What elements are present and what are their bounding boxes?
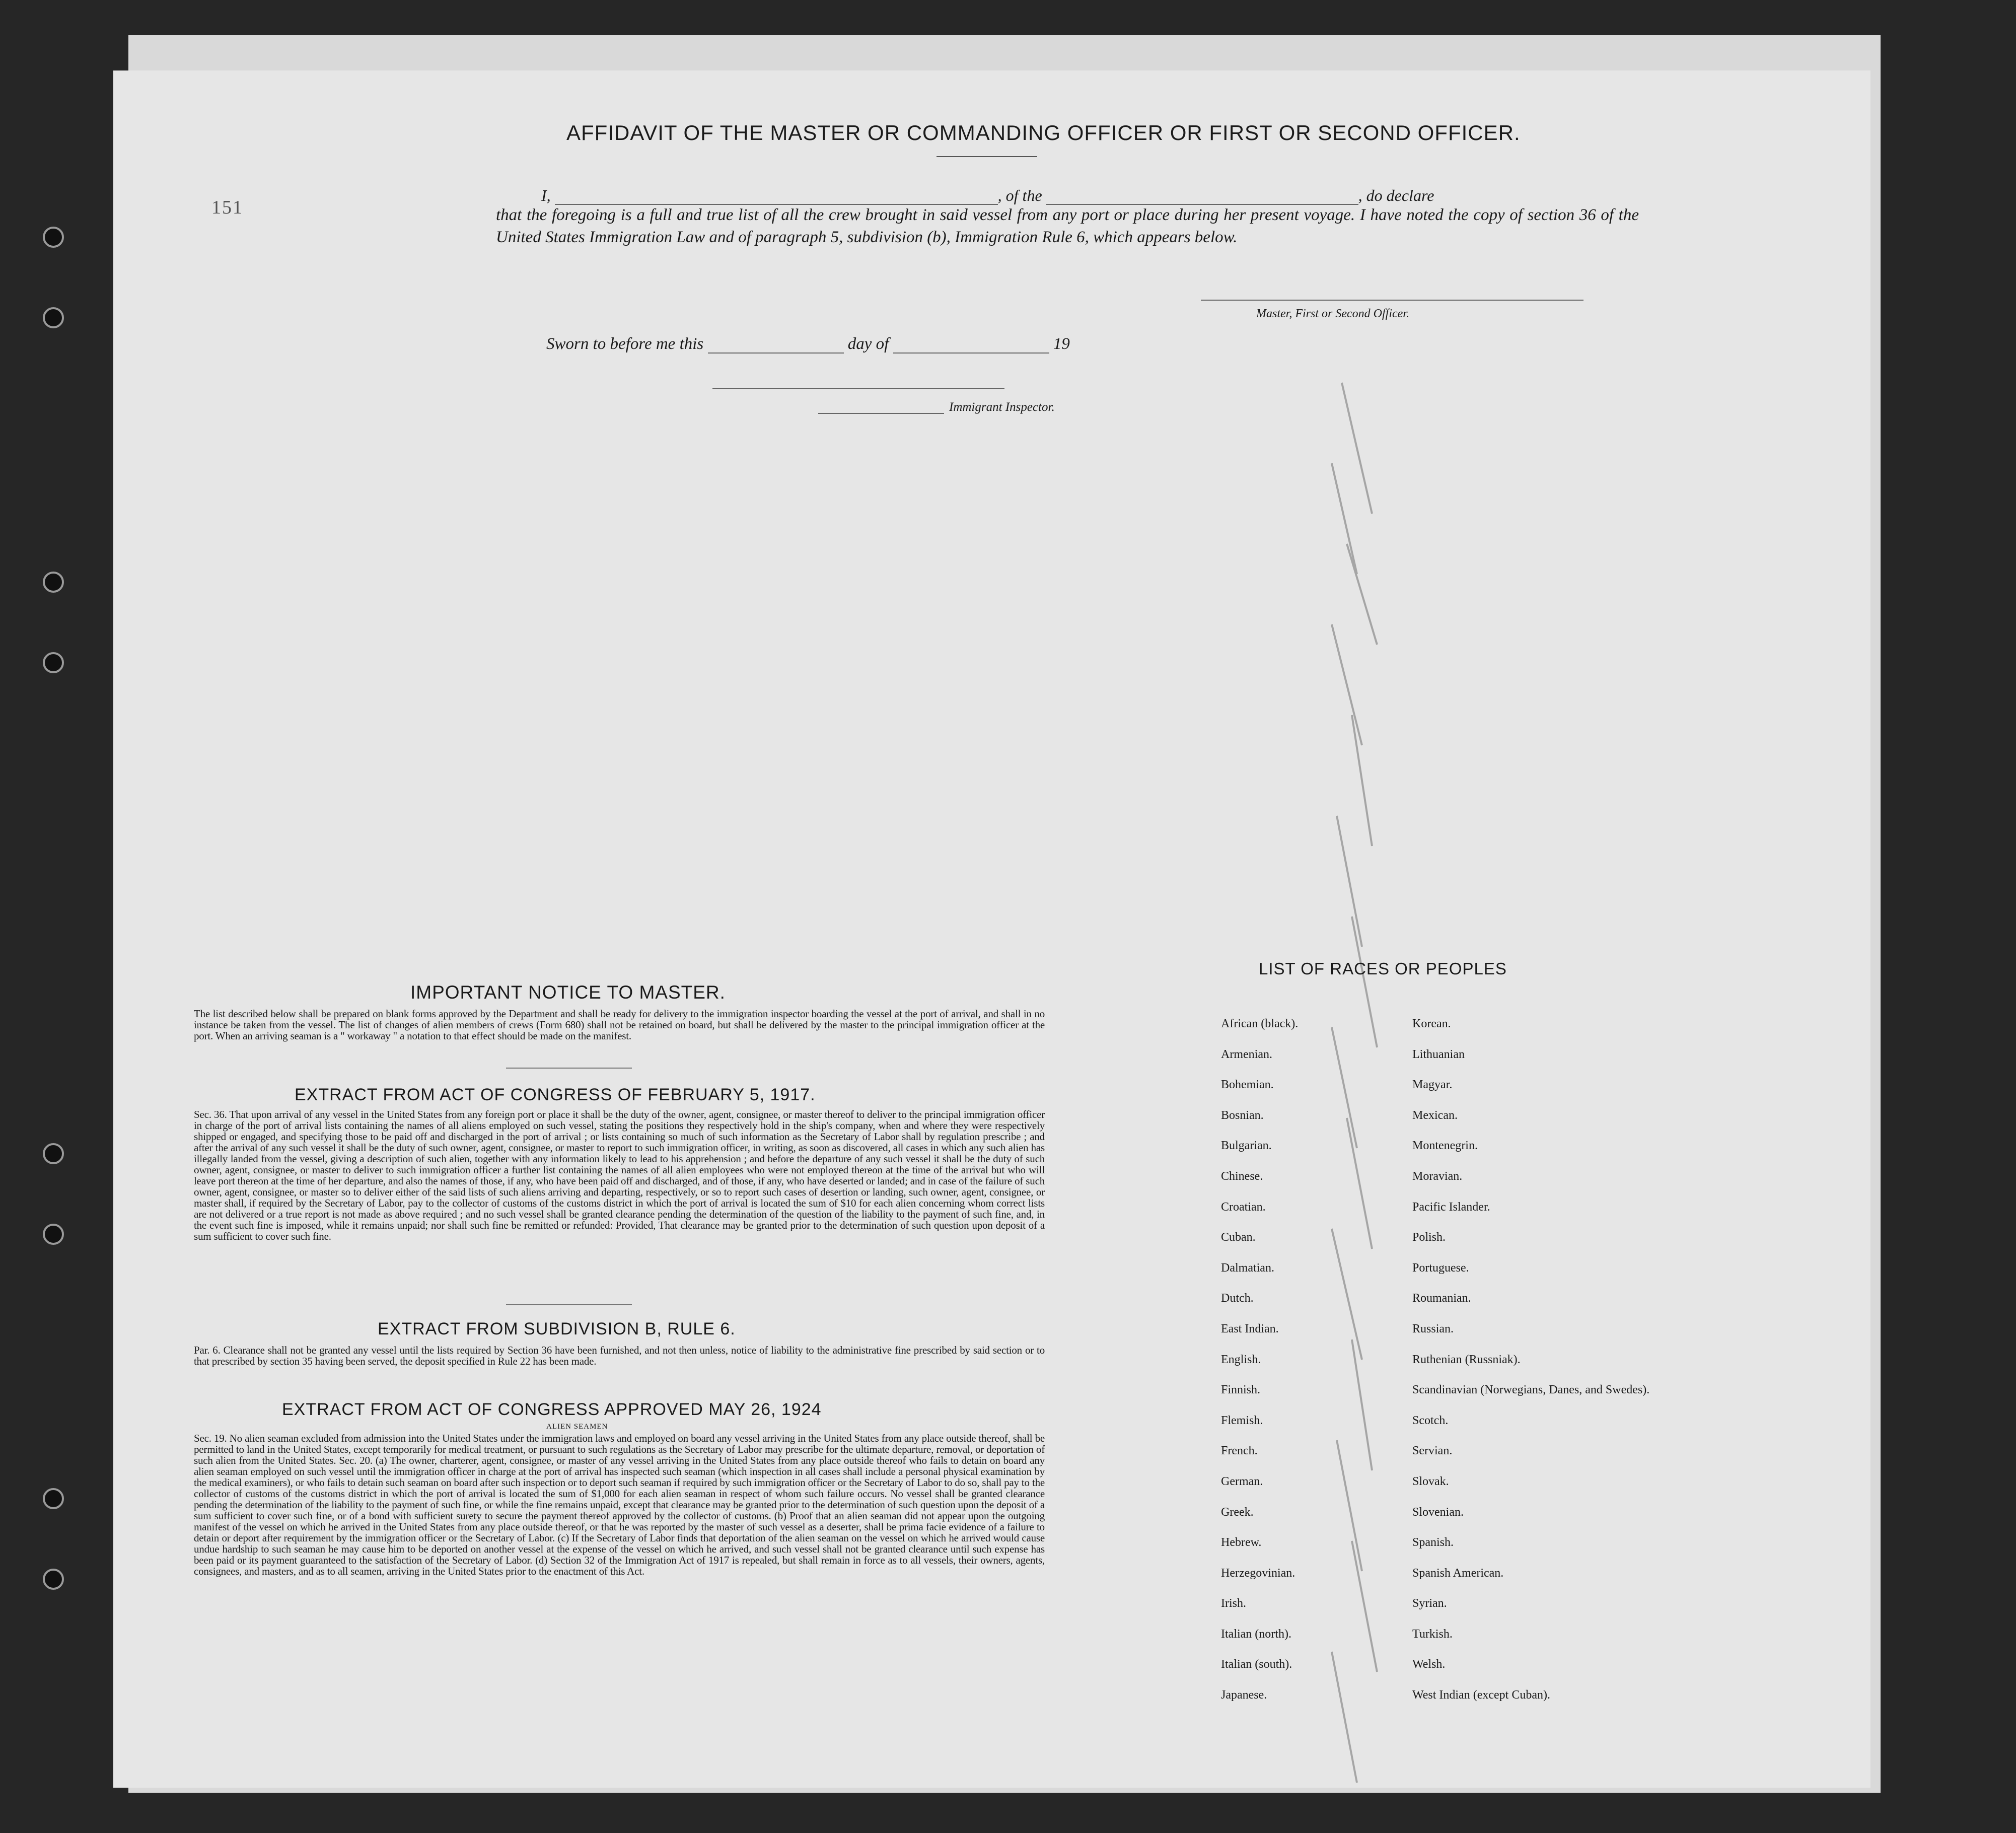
race-item: Lithuanian: [1412, 1047, 1465, 1061]
races-column-1: [1221, 1017, 1382, 1719]
race-item: Korean.: [1412, 1017, 1451, 1030]
race-item: East Indian.: [1221, 1322, 1279, 1335]
left-punch-hole: [43, 1224, 64, 1245]
races-title: LIST OF RACES OR PEOPLES: [1259, 959, 1507, 978]
race-item: Magyar.: [1412, 1078, 1453, 1092]
sworn-day-blank[interactable]: [708, 352, 844, 354]
race-item: Scandinavian (Norwegians, Danes, and Swedes).: [1412, 1383, 1650, 1397]
race-item: Polish.: [1412, 1231, 1446, 1244]
race-item: Ruthenian (Russniak).: [1412, 1353, 1521, 1366]
race-item: Syrian.: [1412, 1597, 1447, 1610]
extract-1917-title: EXTRACT FROM ACT OF CONGRESS OF FEBRUARY 5, 1917.: [295, 1085, 816, 1104]
sworn-year: 19: [1053, 335, 1070, 353]
race-item: Italian (south).: [1221, 1658, 1292, 1671]
master-signature-label: Master, First or Second Officer.: [1256, 307, 1409, 320]
declaration-i-label: I,: [541, 186, 551, 204]
race-item: Flemish.: [1221, 1414, 1263, 1427]
race-item: Greek.: [1221, 1505, 1254, 1519]
race-item: West Indian (except Cuban).: [1412, 1688, 1550, 1702]
race-item: Slovak.: [1412, 1474, 1449, 1488]
race-item: Scotch.: [1412, 1414, 1449, 1427]
declaration-body: that the foregoing is a full and true list of all the crew brought in said vessel from any port or place during her present voyage. I have noted the copy of section 36 of the United States Immigration Law and of paragraph 5, subdivision (b), Immigration Rule 6, which appears below.: [496, 206, 1639, 246]
race-item: Roumanian.: [1412, 1292, 1471, 1305]
race-item: Hebrew.: [1221, 1536, 1262, 1549]
race-item: Irish.: [1221, 1597, 1246, 1610]
race-item: Servian.: [1412, 1444, 1453, 1458]
left-punch-hole: [43, 572, 64, 593]
race-item: Montenegrin.: [1412, 1139, 1478, 1153]
race-item: African (black).: [1221, 1017, 1299, 1030]
race-item: Herzegovinian.: [1221, 1566, 1295, 1580]
race-item: Bohemian.: [1221, 1078, 1274, 1092]
notice-title: IMPORTANT NOTICE TO MASTER.: [410, 982, 726, 1003]
declaration-declare-label: , do declare: [1358, 186, 1434, 204]
race-item: Spanish.: [1412, 1536, 1454, 1549]
extract-rule6-title: EXTRACT FROM SUBDIVISION B, RULE 6.: [378, 1319, 736, 1338]
race-item: Russian.: [1412, 1322, 1454, 1335]
affidavit-title: AFFIDAVIT OF THE MASTER OR COMMANDING OFFICER OR FIRST OR SECOND OFFICER.: [566, 121, 1521, 145]
extract-1917-body: Sec. 36. That upon arrival of any vessel in the United States from any foreign port or place it shall be the duty of the owner, agent, consignee, or master thereof to deliver to the principal immigration officer in charge of the port of arrival lists containing the names of all aliens employed on such vessel, stating the positions they respectively hold in the ship's company, when and where they were respectively shipped or engaged, and specifying those to be paid off and discharged in the port of arrival ; or lists containing so much of such information as the Secretary of Labor shall by regulation prescribe ; and after the arrival of any such vessel it shall be the duty of such owner, agent, consignee, or master to report to such immigration officer, in writing, as soon as discovered, all cases in which any such alien has illegally landed from the vessel, giving a description of such alien, together with any information likely to lead to his apprehension ; and before the departure of any such vessel it shall be the duty of such owner, agent, consignee, or master to deliver to such immigration officer a further list containing the names of all alien employees who were not employed thereon at the time of the arrival but who will leave port thereon at the time of her departure, and also the names of those, if any, who have been paid off and discharged, and of those, if any, who have deserted or landed; and in case of the failure of such owner, agent, consignee, or master so to deliver either of the said lists of such aliens arriving and departing, respectively, or so to report such cases of desertion or landing, such owner, agent, consignee, or master shall, if required by the Secretary of Labor, pay to the collector of customs of the customs district in which the port of arrival is located the sum of $10 for each alien concerning whom correct lists are not delivered or a true report is not made as above required ; and no such vessel shall be granted clearance pending the determination of the question of the liability to the payment of such fine, and, in the event such fine is imposed, while it remains unpaid; nor shall such fine be remitted or refunded: Provided, That clearance may be granted prior to the determination of such question upon deposit of a sum sufficient to cover such fine.: [194, 1108, 1045, 1242]
declaration-of-the-label: , of the: [997, 186, 1042, 204]
section-divider: [506, 1068, 632, 1069]
race-item: Armenian.: [1221, 1047, 1272, 1061]
race-item: Finnish.: [1221, 1383, 1261, 1397]
left-punch-hole: [43, 227, 64, 248]
race-item: Dutch.: [1221, 1292, 1254, 1305]
race-item: English.: [1221, 1353, 1261, 1366]
race-item: Italian (north).: [1221, 1627, 1291, 1641]
race-item: Moravian.: [1412, 1169, 1463, 1183]
faint-stamp: 151: [211, 197, 243, 218]
races-column-2: [1412, 1017, 1674, 1719]
sworn-prefix: Sworn to before me this: [546, 335, 704, 353]
race-item: Slovenian.: [1412, 1505, 1464, 1519]
sworn-day-of: day of: [847, 335, 889, 353]
notice-body: The list described below shall be prepared on blank forms approved by the Department and shall be ready for delivery to the immigration inspector boarding the vessel at the port of arrival, and shall in no instance be taken from the vessel. The list of changes of alien members of crews (Form 680) shall not be retained on board, but shall be delivered by the master to the principal immigration officer at the port. When an arriving seaman is a " workaway " a notation to that effect should be made on the manifest.: [194, 1008, 1045, 1042]
race-item: Spanish American.: [1412, 1566, 1504, 1580]
race-item: Pacific Islander.: [1412, 1200, 1490, 1214]
master-signature-line[interactable]: [1201, 300, 1583, 301]
race-item: Mexican.: [1412, 1108, 1458, 1122]
inspector-signature-line-short[interactable]: [818, 413, 944, 414]
left-punch-hole: [43, 652, 64, 673]
sworn-line: [546, 335, 1302, 354]
race-item: Chinese.: [1221, 1169, 1263, 1183]
declaration-line: [541, 186, 1599, 205]
affidavit-page: [113, 70, 1870, 1788]
inspector-label: Immigrant Inspector.: [949, 400, 1055, 414]
race-item: Dalmatian.: [1221, 1261, 1274, 1275]
race-item: Portuguese.: [1412, 1261, 1469, 1275]
title-divider: [937, 156, 1037, 157]
race-item: French.: [1221, 1444, 1258, 1458]
inspector-signature-line[interactable]: [712, 388, 1004, 389]
section-divider: [506, 1304, 632, 1305]
left-punch-hole: [43, 1569, 64, 1590]
extract-1924-body: Sec. 19. No alien seaman excluded from admission into the United States under the immigration laws and employed on board any vessel arriving in the United States from any place outside thereof, shall be permitted to land in the United States, except temporarily for medical treatment, or pursuant to such regulations as the Secretary of Labor may prescribe for the ultimate departure, removal, or deportation of such alien from the United States. Sec. 20. (a) The owner, charterer, agent, consignee, or master of any vessel arriving in the United States from any place outside thereof who fails to detain on board any alien seaman employed on such vessel until the immigration officer in charge at the port of arrival has inspected such seaman (which inspection in all cases shall include a personal physical examination by the medical examiners), or who fails to detain such seaman on board after such inspection or to deport such seaman if required by such immigration officer or the Secretary of Labor to do so, shall pay to the collector of customs of the customs district in which the port of arrival is located the sum of $1,000 for each alien seaman in respect of whom such failure occurs. No vessel shall be granted clearance pending the determination of the liability to the payment of such fine, or while the fine remains unpaid, except that clearance may be granted prior to the determination of such question upon the deposit of a sum sufficient to cover such fine, or of a bond with sufficient surety to secure the payment thereof approved by the collector of customs. (b) Proof that an alien seaman did not appear upon the outgoing manifest of the vessel on which he arrived in the United States from any place outside thereof, or that he was reported by the master of such vessel as a deserter, shall be prima facie evidence of a failure to detain or deport after requirement by the immigration officer or the Secretary of Labor. (c) If the Secretary of Labor finds that deportation of the alien seaman on the vessel on which he arrived would cause undue hardship to such seaman he may cause him to be deported on another vessel at the expense of the vessel on which he arrived, and such vessel shall not be granted clearance until such expense has been paid or its payment guaranteed to the satisfaction of the Secretary of Labor. (d) Section 32 of the Immigration Act of 1917 is repealed, but shall remain in force as to all vessels, their owners, agents, consignees, and masters, and as to all seamen, arriving in the United States prior to the enactment of this Act.: [194, 1432, 1045, 1577]
sworn-month-blank[interactable]: [893, 352, 1049, 354]
left-punch-hole: [43, 307, 64, 328]
race-item: Bulgarian.: [1221, 1139, 1272, 1153]
extract-rule6-body: Par. 6. Clearance shall not be granted any vessel until the lists required by Section 36 have been furnished, and not then unless, notice of liability to the administrative fine prescribed by said section or to that prescribed by section 35 having been served, the deposit specified in Rule 22 has been made.: [194, 1344, 1045, 1367]
extract-1924-subtitle: ALIEN SEAMEN: [546, 1423, 608, 1431]
race-item: Japanese.: [1221, 1688, 1267, 1702]
extract-1924-title: EXTRACT FROM ACT OF CONGRESS APPROVED MAY 26, 1924: [282, 1400, 822, 1419]
left-punch-hole: [43, 1488, 64, 1509]
race-item: Bosnian.: [1221, 1108, 1264, 1122]
race-item: Turkish.: [1412, 1627, 1453, 1641]
race-item: Croatian.: [1221, 1200, 1266, 1214]
race-item: Cuban.: [1221, 1231, 1256, 1244]
race-item: German.: [1221, 1474, 1263, 1488]
race-item: Welsh.: [1412, 1658, 1446, 1671]
left-punch-hole: [43, 1143, 64, 1164]
